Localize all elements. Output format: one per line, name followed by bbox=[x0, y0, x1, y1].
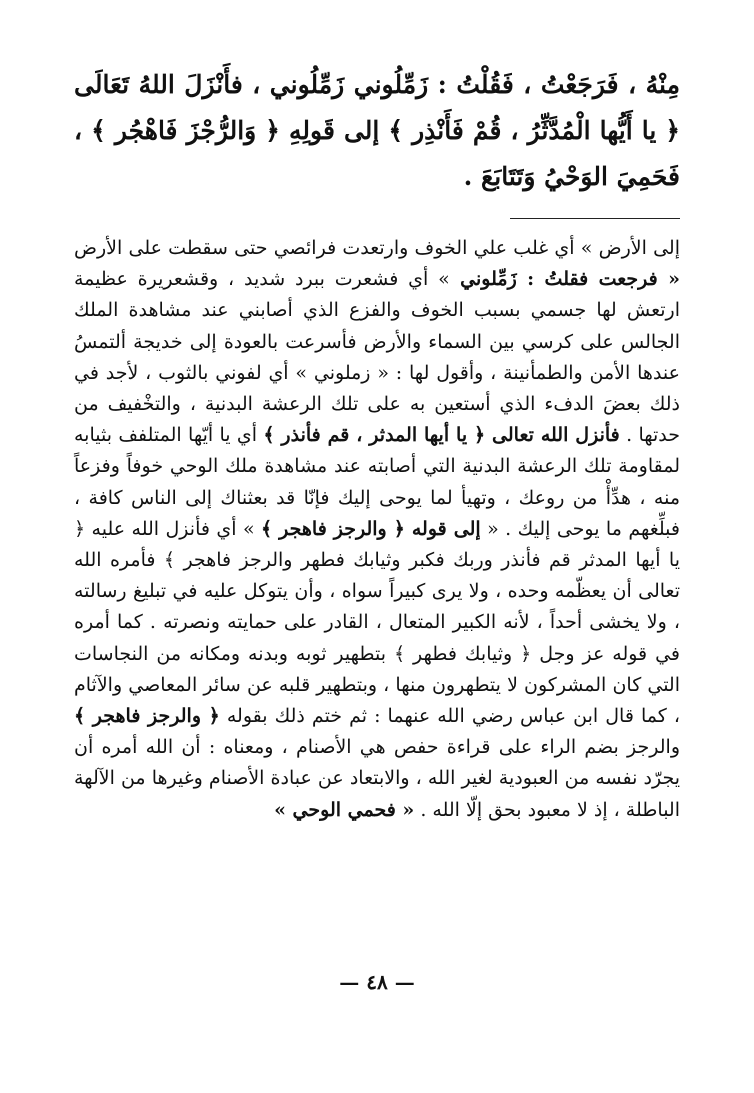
commentary-segment-bold: فأنزل الله تعالى ﴿ يا أيها المدثر ، قم فأنذر ﴾ bbox=[263, 424, 620, 447]
commentary-segment-bold: إلى قوله ﴿ والرجز فاهجر ﴾ bbox=[261, 517, 481, 540]
hadith-text: مِنْهُ ، فَرَجَعْتُ ، فَقُلْتُ : زَمِّلُوني زَمِّلُوني ، فأَنْزَلَ اللهُ تَعَالَى ﴿ يا أَيُّها الْمُدَّثِّرُ ، قُمْ فَأَنْذِر ﴾ إلى قَولِهِ ﴿ وَالرُّجْزَ فَاهْجُر ﴾ ، فَحَمِيَ الوَحْيُ وَتَتَابَعَ . bbox=[74, 70, 680, 191]
commentary-segment: والرجز بضم الراء على قراءة حفص هي الأصنام ، ومعناه : أن الله أمره أن يجرّد نفسه من العبودية لغير الله ، والابتعاد عن عبادة الأصنام وغيرها من الآلهة الباطلة ، إذ لا معبود بحق إلّا الله . bbox=[74, 736, 680, 821]
page-number: — ٤٨ — bbox=[339, 970, 415, 994]
commentary-segment-bold: « فرجعت فقلتُ : زَمِّلوني bbox=[449, 268, 680, 291]
commentary-segment-bold: ﴿ والرجز فاهجر ﴾ bbox=[74, 705, 220, 728]
commentary-segment: أي يا أيّها المتلفف بثيابه لمقاومة تلك الرعشة البدنية التي أصابته عند مشاهدة ملك الوحي خوفاً وفزعاً منه ، هدِّأْ من روعك ، وتهيأ لما يوحى إليك فإنّا قد بعثناك إلى الناس كافة ، فبلِّغهم ما يوحى إليك . « bbox=[74, 424, 680, 540]
commentary-segment: » أي فشعرت ببرد شديد ، وقشعريرة عظيمة ارتعش لها جسمي بسبب الخوف والفزع الذي أصابني عند مشاهدة الملك الجالس على كرسي بين السماء والأرض فأسرعت بالعودة إلى خديجة ألتمسُ عندها الأمن والطمأنينة ، وأقول لها : « زملوني » أي لفوني بالثوب ، لأجد في ذلك بعضَ الدفء الذي أستعين به على تلك الرعشة البدنية ، والتخْفيف من حدتها . bbox=[74, 268, 680, 447]
commentary-segment: إلى الأرض » أي غلب علي الخوف وارتعدت فرائصي حتى سقطت على الأرض bbox=[74, 237, 680, 259]
footnote-separator bbox=[510, 218, 680, 219]
commentary-segment-bold: « فحمي الوحي » bbox=[274, 798, 415, 821]
commentary-segment: » أي فأنزل الله عليه ﴿ يا أيها المدثر قم فأنذر وربك فكبر وثيابك فطهر والرجز فاهجر ﴾ فأمره الله تعالى أن يعظّمه وحده ، ولا يرى كبيراً سواه ، وأن يتوكل عليه في تبليغ رسالته ، ولا يخشى أحداً ، لأنه الكبير المتعال ، القادر على حمايته ونصرته . كما أمره في قوله عز وجل ﴿ وثيابك فطهر ﴾ بتطهير ثوبه وبدنه ومكانه من النجاسات التي كان المشركون لا يتطهرون منها ، وبتطهير قلبه عن سائر المعاصي والآثام ، كما قال ابن عباس رضي الله عنهما : ثم ختم ذلك بقوله bbox=[74, 517, 680, 728]
commentary-text bbox=[74, 233, 680, 826]
